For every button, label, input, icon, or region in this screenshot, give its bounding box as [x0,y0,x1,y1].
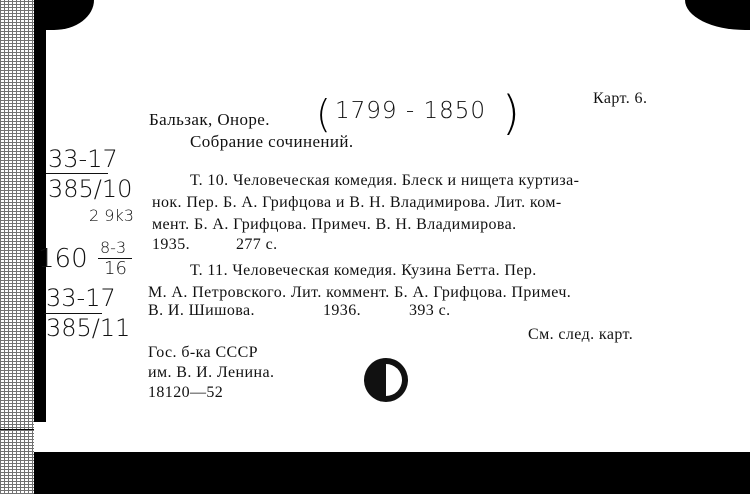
card-corner-left [34,0,94,30]
entry2-line3: В. И. Шишова. [148,302,255,319]
shelf-mark-6: 16 [104,258,127,279]
shelf-mark-2: 385/10 [48,175,133,203]
entry2-line2: М. А. Петровского. Лит. коммент. Б. А. Грифцова. Примеч. [148,284,572,301]
shelf-mark-1: 33-17 [48,145,118,173]
shelf-mark-7: 33-17 [46,284,116,312]
card-number: Карт. 6. [593,90,648,107]
entry1-pages: 277 с. [236,236,278,253]
catalog-card [34,0,750,452]
shelf-mark-rule [46,173,108,174]
entry1-line2: нок. Пер. Б. А. Грифцова и В. Н. Владимирова. Лит. ком- [152,194,562,211]
library-line2: им. В. И. Ленина. [148,364,275,381]
shelf-mark-5: 8-3 [100,238,127,257]
paren-open: ( [316,92,331,136]
collection-title: Собрание сочинений. [190,132,354,151]
library-line3: 18120—52 [148,384,224,401]
shelf-mark-3: 2 9k3 [89,206,134,225]
shelf-mark-4: 160 [38,244,88,274]
left-edge-strip [0,0,34,494]
edge-line [0,429,34,430]
entry1-year: 1935. [152,236,190,253]
entry2-year: 1936. [323,302,361,319]
entry1-line3: мент. Б. А. Грифцова. Примеч. В. Н. Владимирова. [152,216,517,233]
shelf-mark-8: 385/11 [46,314,131,342]
author-heading: Бальзак, Оноре. [149,110,270,129]
scan-noise [0,0,34,494]
entry2-pages: 393 с. [409,302,451,319]
entry1-line1: Т. 10. Человеческая комедия. Блеск и нищета куртиза- [190,172,580,189]
entry2-line1: Т. 11. Человеческая комедия. Кузина Бетта. Пер. [190,262,537,279]
punch-hole [364,358,408,402]
card-corner-right [685,0,750,30]
paren-close: ) [502,86,520,140]
see-next-card: См. след. карт. [528,326,634,343]
library-line1: Гос. б-ка СССР [148,344,258,361]
handwritten-years: 1799 - 1850 [335,98,486,124]
card-right-edge [34,0,46,422]
